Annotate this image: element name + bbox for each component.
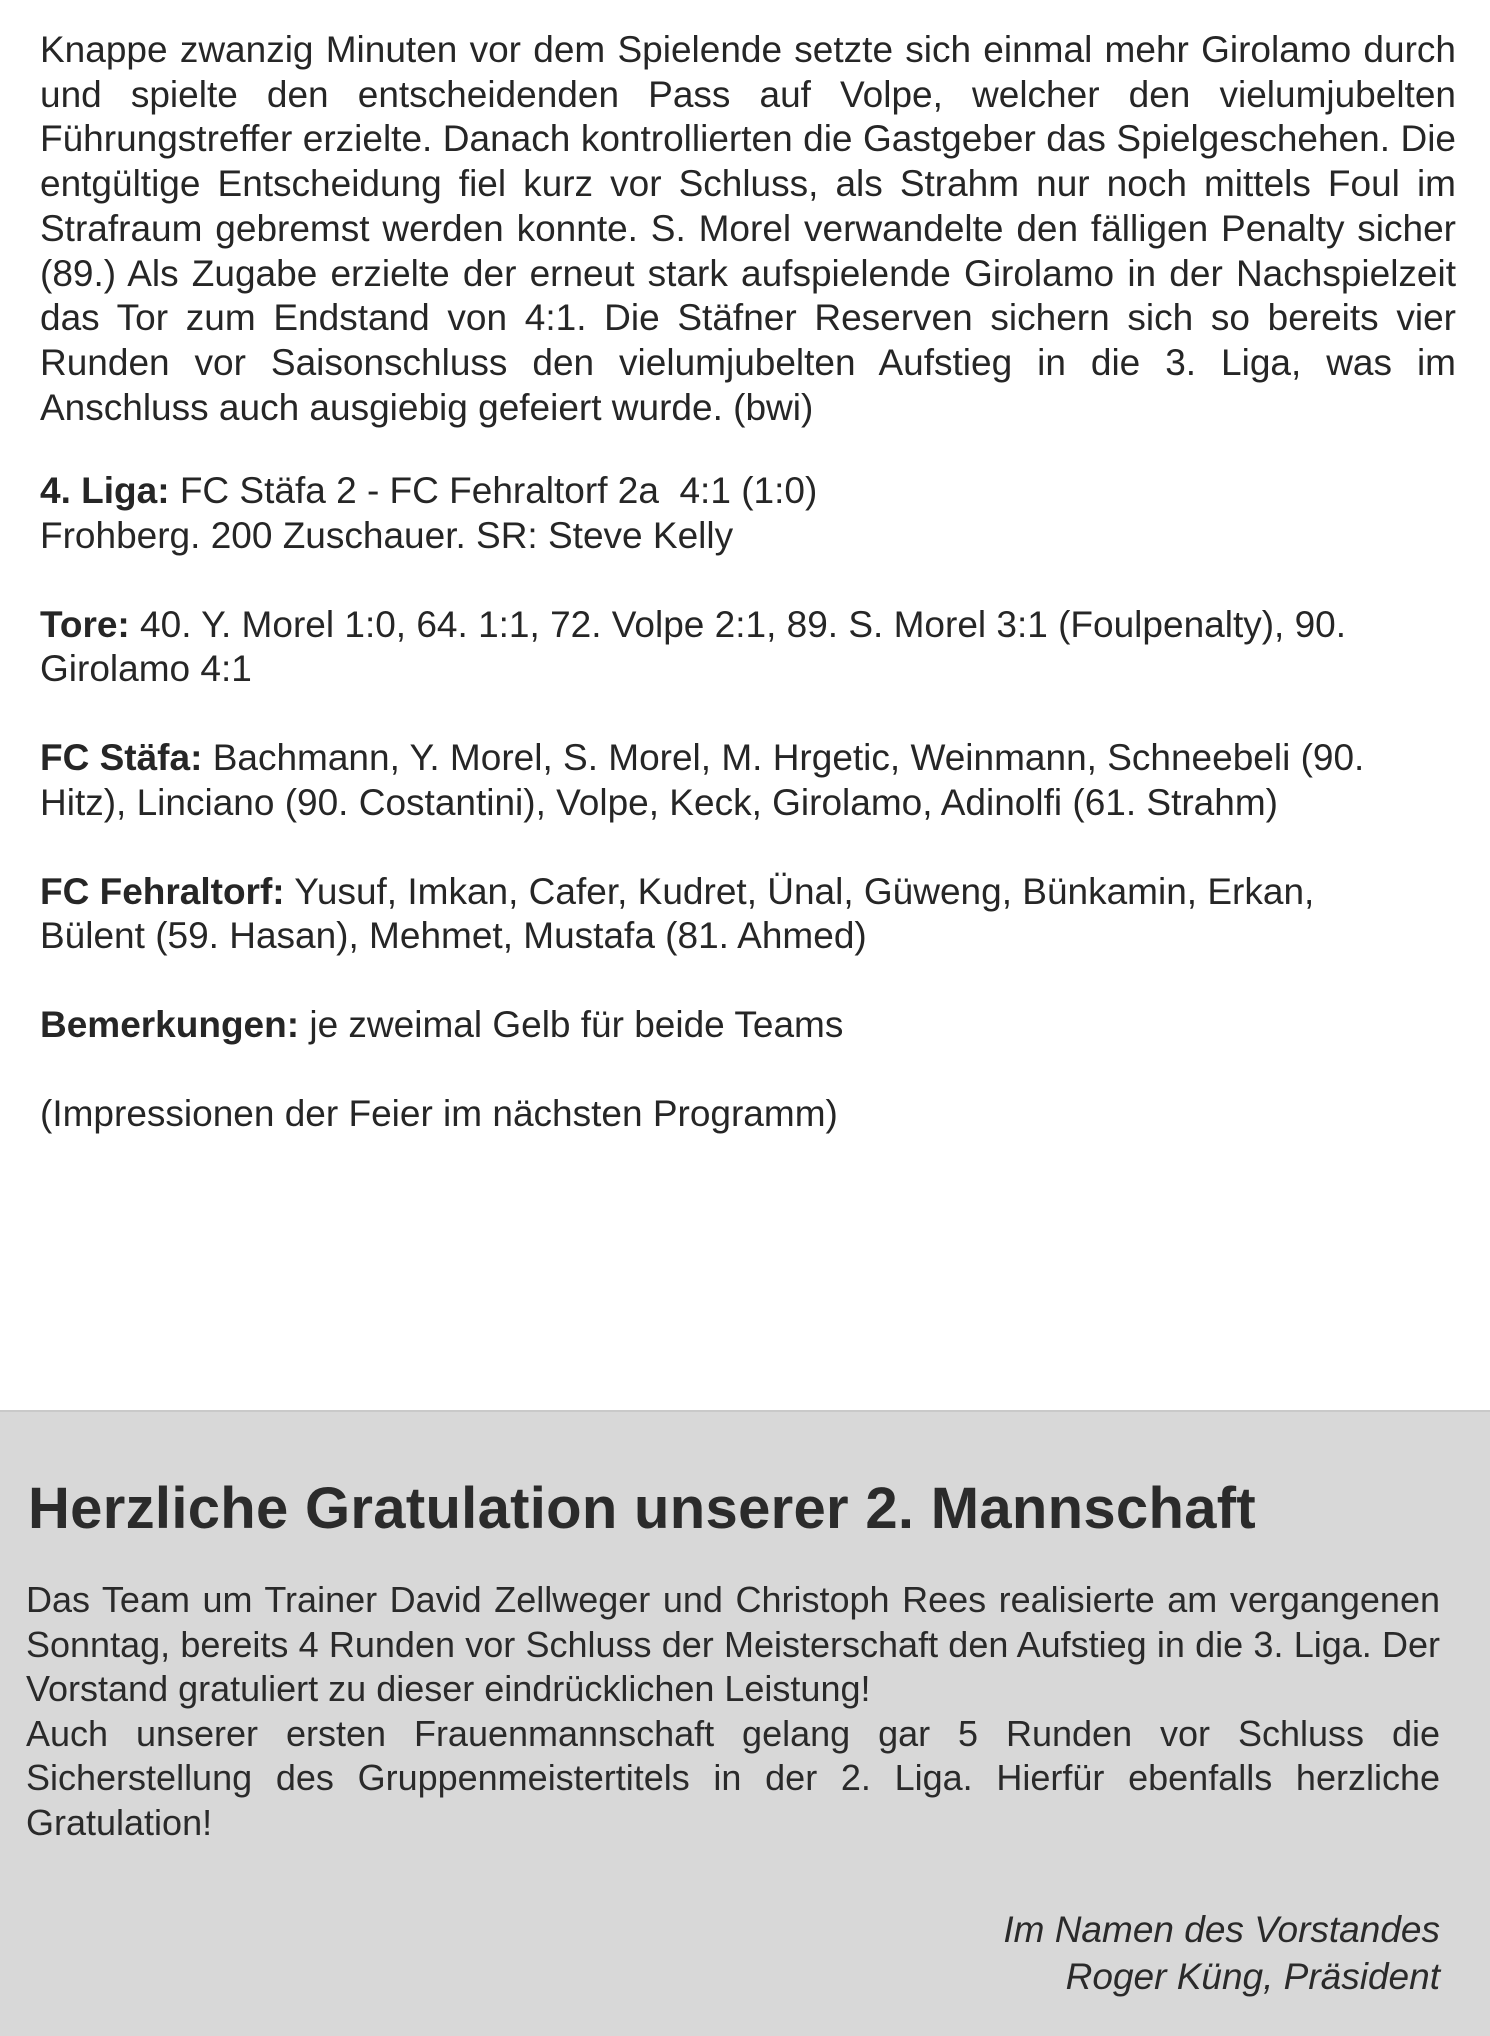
signature-line-2: Roger Küng, Präsident (1065, 1956, 1440, 1997)
match-score: 4:1 (1:0) (679, 470, 818, 512)
home-lineup-label: FC Stäfa: (40, 737, 203, 779)
notice-paragraph-2: Auch unserer ersten Frauenmannschaft gelang gar 5 Runden vor Schluss die Sicherstellung des Gruppenmeistertitels in der 2. Liga. Hierfür ebenfalls herzliche Gratulation! (26, 1712, 1440, 1843)
away-lineup-label: FC Fehraltorf: (40, 870, 285, 912)
match-info (40, 469, 1456, 558)
report-body: Knappe zwanzig Minuten vor dem Spielende setzte sich einmal mehr Girolamo durch und spielte den entscheidenden Pass auf Volpe, welcher den vielumjubelten Führungstreffer erzielte. Danach kontrollierten die Gastgeber das Spielgeschehen. Die entgültige Entscheidung fiel kurz vor Schluss, als Strahm nur noch mittels Foul im Strafraum gebremst werden konnte. S. Morel verwandelte den fälligen Penalty sicher (89.) Als Zugabe erzielte der erneut stark aufspielende Girolamo in der Nachspielzeit das Tor zum Endstand von 4:1. Die Stäfner Reserven sichern sich so bereits vier Runden vor Saisonschluss den vielumjubelten Aufstieg in die 3. Liga, was im Anschluss auch ausgiebig gefeiert wurde. (bwi) (40, 29, 1456, 428)
away-lineup (40, 870, 1456, 959)
report-note: (Impressionen der Feier im nächsten Programm) (40, 1092, 838, 1134)
away-lineup-line2: Bülent (59. Hasan), Mehmet, Mustafa (81. Ahmed) (40, 915, 867, 957)
remarks-label: Bemerkungen: (40, 1003, 300, 1045)
home-lineup (40, 736, 1456, 825)
notice-paragraph-1: Das Team um Trainer David Zellweger und Christoph Rees realisierte am vergangenen Sonntag, bereits 4 Runden vor Schluss der Meisterschaft den Aufstieg in die 3. Liga. Der Vorstand gratuliert zu dieser eindrücklichen Leistung! (26, 1579, 1440, 1709)
signature-line-1: Im Namen des Vorstandes (1003, 1909, 1440, 1950)
notice-title: Herzliche Gratulation unserer 2. Mannschaft (28, 1476, 1256, 1541)
goals-label: Tore: (40, 603, 130, 645)
home-lineup-text: Bachmann, Y. Morel, S. Morel, M. Hrgetic, Weinmann, Schneebeli (90. Hitz), Linciano (90. Costantini), Volpe, Keck, Girolamo, Adinolfi (61. Strahm) (40, 737, 1365, 823)
congratulations-box (0, 1410, 1490, 2036)
remarks-section (40, 1003, 1456, 1048)
signature (1003, 1906, 1440, 2000)
notice-body (26, 1578, 1440, 1845)
goals-section (40, 603, 1456, 692)
match-report (40, 28, 1456, 1180)
match-teams: FC Stäfa 2 - FC Fehraltorf 2a (179, 470, 659, 512)
match-label: 4. Liga: (40, 470, 170, 512)
goals-text: 40. Y. Morel 1:0, 64. 1:1, 72. Volpe 2:1, 89. S. Morel 3:1 (Foulpenalty), 90. Girolamo 4:1 (40, 603, 1347, 690)
away-lineup-line1: Yusuf, Imkan, Cafer, Kudret, Ünal, Güweng, Bünkamin, Erkan, (294, 870, 1315, 912)
match-venue: Frohberg. 200 Zuschauer. SR: Steve Kelly (40, 515, 734, 557)
remarks-text: je zweimal Gelb für beide Teams (309, 1003, 844, 1045)
